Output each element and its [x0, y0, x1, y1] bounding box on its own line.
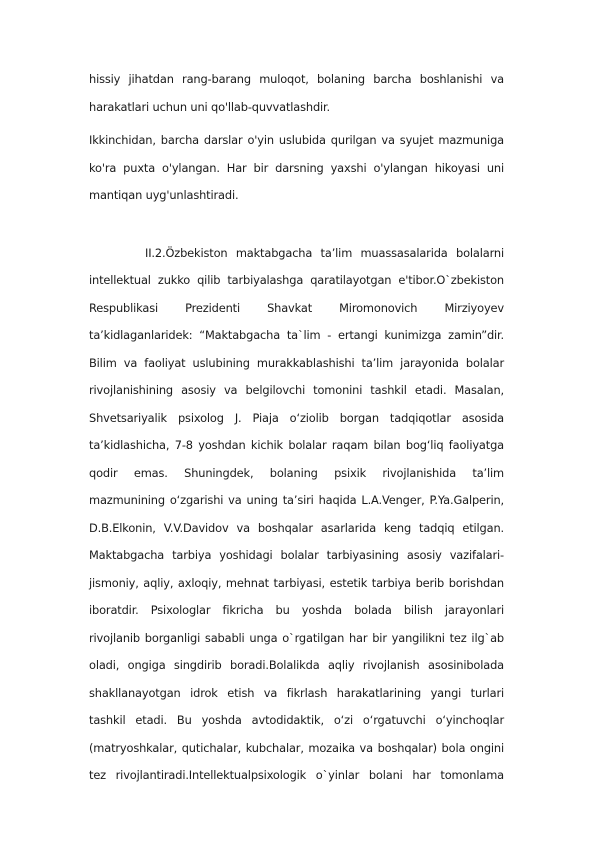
text-line: harakatlari uchun uni qo'llab-quvvatlashdir.: [89, 99, 331, 114]
section-heading-line: II.2.Özbekiston maktabgacha ta’lim muassasalarida bolalarni: [145, 245, 504, 260]
text-line: ko'ra puxta o'ylangan. Har bir darsning yaxshi o'ylangan hikoyasi uni: [89, 160, 504, 175]
paragraph-2: [89, 127, 504, 210]
paragraph-3: [89, 240, 504, 790]
paragraph-spacer: [89, 210, 504, 240]
text-line: rivojlanib borganligi sababli unga o`rgatilgan har bir yangilikni tez ilg`ab: [89, 630, 504, 645]
text-line: jismoniy, aqliy, axloqiy, mehnat tarbiyasi, estetik tarbiya berib borishdan: [89, 575, 504, 590]
text-line: Ikkinchidan, barcha darslar o'yin uslubida qurilgan va syujet mazmuniga: [89, 133, 504, 147]
text-line: intellektual zukko qilib tarbiyalashga qaratilayotgan e'tibor.O`zbekiston: [89, 273, 504, 287]
text-line: Bilim va faoliyat uslubining murakkablashishi ta’lim jarayonida bolalar: [89, 355, 504, 370]
text-line: (matryoshkalar, qutichalar, kubchalar, mozaika va boshqalar) bola ongini: [89, 740, 504, 755]
text-line: tashkil etadi. Bu yoshda avtodidaktik, o‘zi o‘rgatuvchi o‘yinchoqlar: [89, 713, 504, 727]
document-page: [89, 66, 504, 790]
text-line: Respublikasi Prezidenti Shavkat Miromonovich Mirziyoyev: [89, 300, 504, 315]
text-line: rivojlanishining asosiy va belgilovchi tomonini tashkil etadi. Masalan,: [89, 383, 504, 397]
text-line: ta’kidlashicha, 7-8 yoshdan kichik bolalar raqam bilan bog‘liq faoliyatga: [89, 438, 504, 452]
text-line: shakllanayotgan idrok etish va fikrlash harakatlarining yangi turlari: [89, 685, 504, 700]
text-line: D.B.Elkonin, V.V.Davidov va boshqalar asarlarida keng tadqiq etilgan.: [89, 520, 504, 535]
text-line: tez rivojlantiradi.Intellektualpsixologik o`yinlar bolani har tomonlama: [89, 768, 504, 782]
text-line: oladi, ongiga singdirib boradi.Bolalikda aqliy rivojlanish asosinibolada: [89, 658, 504, 672]
paragraph-1: [89, 66, 504, 121]
text-line: hissiy jihatdan rang-barang muloqot, bolaning barcha boshlanishi va: [89, 72, 504, 86]
text-line: mazmunining o‘zgarishi va uning ta’siri haqida L.A.Venger, P.Ya.Galperin,: [89, 493, 504, 507]
text-line: ta’kidlaganlaridek: “Maktabgacha ta`lim - ertangi kunimizga zamin”dir.: [89, 328, 504, 342]
text-line: mantiqan uyg'unlashtiradi.: [89, 188, 239, 202]
text-line: iboratdir. Psixologlar fikricha bu yoshda bolada bilish jarayonlari: [89, 603, 504, 617]
text-line: Shvetsariyalik psixolog J. Piaja o‘ziolib borgan tadqiqotlar asosida: [89, 410, 504, 425]
text-line: Maktabgacha tarbiya yoshidagi bolalar tarbiyasining asosiy vazifalari-: [89, 548, 504, 562]
text-line: qodir emas. Shuningdek, bolaning psixik rivojlanishida ta’lim: [89, 465, 504, 480]
